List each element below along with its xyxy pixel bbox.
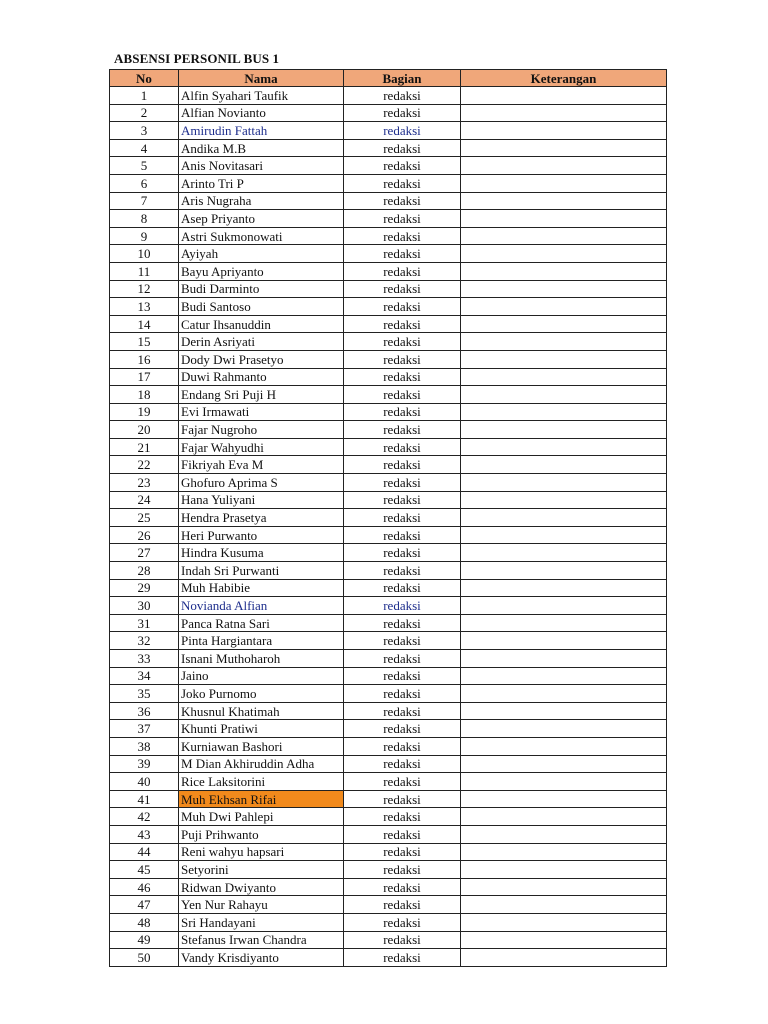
cell-no: 43 xyxy=(110,825,179,843)
cell-no: 9 xyxy=(110,227,179,245)
cell-nama: Khunti Pratiwi xyxy=(179,720,344,738)
cell-keterangan xyxy=(461,579,667,597)
cell-keterangan xyxy=(461,913,667,931)
cell-bagian: redaksi xyxy=(344,861,461,879)
table-row xyxy=(110,685,667,703)
header-keterangan: Keterangan xyxy=(461,70,667,87)
cell-nama: Fajar Wahyudhi xyxy=(179,438,344,456)
cell-bagian: redaksi xyxy=(344,896,461,914)
cell-nama: Endang Sri Puji H xyxy=(179,386,344,404)
cell-nama: Yen Nur Rahayu xyxy=(179,896,344,914)
cell-nama: Panca Ratna Sari xyxy=(179,614,344,632)
cell-bagian: redaksi xyxy=(344,579,461,597)
cell-no: 5 xyxy=(110,157,179,175)
cell-nama: Alfin Syahari Taufik xyxy=(179,87,344,105)
cell-keterangan xyxy=(461,737,667,755)
cell-keterangan xyxy=(461,861,667,879)
table-row xyxy=(110,333,667,351)
table-row xyxy=(110,949,667,967)
cell-bagian: redaksi xyxy=(344,790,461,808)
cell-nama: M Dian Akhiruddin Adha xyxy=(179,755,344,773)
cell-no: 38 xyxy=(110,737,179,755)
cell-bagian: redaksi xyxy=(344,949,461,967)
cell-nama: Muh Habibie xyxy=(179,579,344,597)
cell-nama: Puji Prihwanto xyxy=(179,825,344,843)
cell-bagian: redaksi xyxy=(344,421,461,439)
cell-nama: Catur Ihsanuddin xyxy=(179,315,344,333)
cell-keterangan xyxy=(461,808,667,826)
table-row xyxy=(110,368,667,386)
cell-nama: Stefanus Irwan Chandra xyxy=(179,931,344,949)
cell-keterangan xyxy=(461,386,667,404)
cell-no: 3 xyxy=(110,122,179,140)
cell-keterangan xyxy=(461,438,667,456)
cell-no: 41 xyxy=(110,790,179,808)
table-row xyxy=(110,755,667,773)
cell-no: 48 xyxy=(110,913,179,931)
cell-bagian: redaksi xyxy=(344,262,461,280)
cell-bagian: redaksi xyxy=(344,650,461,668)
cell-no: 23 xyxy=(110,474,179,492)
cell-bagian: redaksi xyxy=(344,210,461,228)
cell-bagian: redaksi xyxy=(344,157,461,175)
table-row xyxy=(110,262,667,280)
cell-keterangan xyxy=(461,720,667,738)
cell-keterangan xyxy=(461,949,667,967)
cell-no: 28 xyxy=(110,562,179,580)
table-header-row xyxy=(110,70,667,87)
table-row xyxy=(110,438,667,456)
cell-keterangan xyxy=(461,122,667,140)
cell-bagian: redaksi xyxy=(344,174,461,192)
cell-bagian: redaksi xyxy=(344,913,461,931)
cell-keterangan xyxy=(461,526,667,544)
cell-no: 31 xyxy=(110,614,179,632)
table-row xyxy=(110,474,667,492)
cell-nama: Fikriyah Eva M xyxy=(179,456,344,474)
cell-nama: Jaino xyxy=(179,667,344,685)
cell-nama: Duwi Rahmanto xyxy=(179,368,344,386)
cell-bagian: redaksi xyxy=(344,720,461,738)
cell-nama: Rice Laksitorini xyxy=(179,773,344,791)
cell-bagian: redaksi xyxy=(344,755,461,773)
cell-no: 8 xyxy=(110,210,179,228)
cell-keterangan xyxy=(461,262,667,280)
cell-keterangan xyxy=(461,368,667,386)
cell-keterangan xyxy=(461,773,667,791)
cell-no: 46 xyxy=(110,878,179,896)
table-row xyxy=(110,122,667,140)
cell-nama: Vandy Krisdiyanto xyxy=(179,949,344,967)
table-row xyxy=(110,298,667,316)
cell-keterangan xyxy=(461,192,667,210)
cell-keterangan xyxy=(461,896,667,914)
cell-keterangan xyxy=(461,825,667,843)
cell-no: 13 xyxy=(110,298,179,316)
cell-bagian: redaksi xyxy=(344,87,461,105)
cell-nama: Budi Santoso xyxy=(179,298,344,316)
table-row xyxy=(110,421,667,439)
cell-nama: Khusnul Khatimah xyxy=(179,702,344,720)
attendance-table xyxy=(109,69,667,967)
cell-bagian: redaksi xyxy=(344,456,461,474)
cell-nama: Dody Dwi Prasetyo xyxy=(179,350,344,368)
cell-nama: Astri Sukmonowati xyxy=(179,227,344,245)
cell-no: 12 xyxy=(110,280,179,298)
cell-bagian: redaksi xyxy=(344,438,461,456)
cell-bagian: redaksi xyxy=(344,614,461,632)
cell-no: 20 xyxy=(110,421,179,439)
table-row xyxy=(110,913,667,931)
cell-nama: Derin Asriyati xyxy=(179,333,344,351)
cell-bagian: redaksi xyxy=(344,227,461,245)
cell-keterangan xyxy=(461,104,667,122)
cell-no: 32 xyxy=(110,632,179,650)
cell-keterangan xyxy=(461,421,667,439)
table-row xyxy=(110,526,667,544)
cell-keterangan xyxy=(461,931,667,949)
cell-bagian: redaksi xyxy=(344,526,461,544)
cell-bagian: redaksi xyxy=(344,122,461,140)
table-row xyxy=(110,456,667,474)
cell-bagian: redaksi xyxy=(344,544,461,562)
cell-keterangan xyxy=(461,562,667,580)
cell-no: 14 xyxy=(110,315,179,333)
table-row xyxy=(110,597,667,615)
cell-bagian: redaksi xyxy=(344,825,461,843)
cell-nama: Isnani Muthoharoh xyxy=(179,650,344,668)
cell-nama: Bayu Apriyanto xyxy=(179,262,344,280)
cell-bagian: redaksi xyxy=(344,491,461,509)
table-row xyxy=(110,104,667,122)
cell-no: 47 xyxy=(110,896,179,914)
cell-keterangan xyxy=(461,491,667,509)
cell-bagian: redaksi xyxy=(344,245,461,263)
cell-keterangan xyxy=(461,790,667,808)
cell-bagian: redaksi xyxy=(344,280,461,298)
cell-bagian: redaksi xyxy=(344,315,461,333)
cell-no: 17 xyxy=(110,368,179,386)
table-row xyxy=(110,579,667,597)
cell-keterangan xyxy=(461,333,667,351)
table-row xyxy=(110,227,667,245)
cell-keterangan xyxy=(461,298,667,316)
cell-keterangan xyxy=(461,597,667,615)
table-row xyxy=(110,667,667,685)
cell-no: 22 xyxy=(110,456,179,474)
cell-bagian: redaksi xyxy=(344,667,461,685)
cell-bagian: redaksi xyxy=(344,192,461,210)
cell-no: 35 xyxy=(110,685,179,703)
cell-keterangan xyxy=(461,632,667,650)
cell-bagian: redaksi xyxy=(344,843,461,861)
table-row xyxy=(110,280,667,298)
table-row xyxy=(110,790,667,808)
cell-nama: Ghofuro Aprima S xyxy=(179,474,344,492)
table-row xyxy=(110,737,667,755)
table-row xyxy=(110,174,667,192)
cell-nama: Arinto Tri P xyxy=(179,174,344,192)
table-row xyxy=(110,632,667,650)
cell-no: 39 xyxy=(110,755,179,773)
cell-no: 33 xyxy=(110,650,179,668)
cell-no: 18 xyxy=(110,386,179,404)
cell-nama: Anis Novitasari xyxy=(179,157,344,175)
cell-no: 29 xyxy=(110,579,179,597)
cell-keterangan xyxy=(461,544,667,562)
header-nama: Nama xyxy=(179,70,344,87)
cell-nama: Hana Yuliyani xyxy=(179,491,344,509)
cell-bagian: redaksi xyxy=(344,773,461,791)
cell-keterangan xyxy=(461,210,667,228)
cell-nama: Muh Ekhsan Rifai xyxy=(179,790,344,808)
table-row xyxy=(110,245,667,263)
table-row xyxy=(110,139,667,157)
cell-bagian: redaksi xyxy=(344,702,461,720)
cell-keterangan xyxy=(461,456,667,474)
cell-nama: Ridwan Dwiyanto xyxy=(179,878,344,896)
cell-nama: Heri Purwanto xyxy=(179,526,344,544)
cell-bagian: redaksi xyxy=(344,808,461,826)
header-bagian: Bagian xyxy=(344,70,461,87)
cell-bagian: redaksi xyxy=(344,333,461,351)
cell-keterangan xyxy=(461,315,667,333)
cell-bagian: redaksi xyxy=(344,368,461,386)
cell-bagian: redaksi xyxy=(344,350,461,368)
cell-no: 4 xyxy=(110,139,179,157)
cell-bagian: redaksi xyxy=(344,386,461,404)
cell-nama: Novianda Alfian xyxy=(179,597,344,615)
table-row xyxy=(110,157,667,175)
table-row xyxy=(110,87,667,105)
cell-no: 21 xyxy=(110,438,179,456)
cell-nama: Hendra Prasetya xyxy=(179,509,344,527)
table-row xyxy=(110,562,667,580)
cell-no: 44 xyxy=(110,843,179,861)
table-row xyxy=(110,808,667,826)
table-row xyxy=(110,861,667,879)
cell-nama: Hindra Kusuma xyxy=(179,544,344,562)
cell-keterangan xyxy=(461,755,667,773)
cell-nama: Sri Handayani xyxy=(179,913,344,931)
cell-bagian: redaksi xyxy=(344,474,461,492)
table-row xyxy=(110,509,667,527)
header-no: No xyxy=(110,70,179,87)
cell-bagian: redaksi xyxy=(344,632,461,650)
cell-no: 37 xyxy=(110,720,179,738)
table-row xyxy=(110,843,667,861)
cell-bagian: redaksi xyxy=(344,139,461,157)
cell-nama: Andika M.B xyxy=(179,139,344,157)
cell-no: 16 xyxy=(110,350,179,368)
cell-keterangan xyxy=(461,403,667,421)
cell-keterangan xyxy=(461,280,667,298)
cell-keterangan xyxy=(461,702,667,720)
cell-keterangan xyxy=(461,87,667,105)
cell-keterangan xyxy=(461,667,667,685)
cell-keterangan xyxy=(461,650,667,668)
cell-nama: Muh Dwi Pahlepi xyxy=(179,808,344,826)
cell-keterangan xyxy=(461,474,667,492)
cell-no: 26 xyxy=(110,526,179,544)
cell-keterangan xyxy=(461,350,667,368)
cell-nama: Budi Darminto xyxy=(179,280,344,298)
cell-no: 10 xyxy=(110,245,179,263)
cell-keterangan xyxy=(461,843,667,861)
cell-no: 6 xyxy=(110,174,179,192)
cell-bagian: redaksi xyxy=(344,403,461,421)
cell-keterangan xyxy=(461,245,667,263)
cell-nama: Ayiyah xyxy=(179,245,344,263)
table-row xyxy=(110,403,667,421)
cell-nama: Aris Nugraha xyxy=(179,192,344,210)
cell-nama: Setyorini xyxy=(179,861,344,879)
cell-no: 50 xyxy=(110,949,179,967)
cell-bagian: redaksi xyxy=(344,878,461,896)
table-row xyxy=(110,702,667,720)
cell-no: 19 xyxy=(110,403,179,421)
cell-no: 45 xyxy=(110,861,179,879)
cell-bagian: redaksi xyxy=(344,509,461,527)
cell-no: 2 xyxy=(110,104,179,122)
cell-bagian: redaksi xyxy=(344,685,461,703)
cell-bagian: redaksi xyxy=(344,737,461,755)
cell-keterangan xyxy=(461,227,667,245)
cell-bagian: redaksi xyxy=(344,298,461,316)
table-row xyxy=(110,773,667,791)
table-row xyxy=(110,544,667,562)
table-row xyxy=(110,825,667,843)
cell-nama: Alfian Novianto xyxy=(179,104,344,122)
cell-no: 15 xyxy=(110,333,179,351)
cell-nama: Evi Irmawati xyxy=(179,403,344,421)
cell-no: 24 xyxy=(110,491,179,509)
table-row xyxy=(110,315,667,333)
table-row xyxy=(110,350,667,368)
cell-keterangan xyxy=(461,509,667,527)
page-title: ABSENSI PERSONIL BUS 1 xyxy=(114,51,280,66)
cell-no: 34 xyxy=(110,667,179,685)
cell-nama: Asep Priyanto xyxy=(179,210,344,228)
cell-no: 27 xyxy=(110,544,179,562)
cell-no: 30 xyxy=(110,597,179,615)
cell-no: 49 xyxy=(110,931,179,949)
cell-no: 36 xyxy=(110,702,179,720)
table-row xyxy=(110,210,667,228)
cell-keterangan xyxy=(461,174,667,192)
table-row xyxy=(110,491,667,509)
cell-nama: Fajar Nugroho xyxy=(179,421,344,439)
table-row xyxy=(110,192,667,210)
cell-nama: Reni wahyu hapsari xyxy=(179,843,344,861)
table-row xyxy=(110,386,667,404)
table-row xyxy=(110,931,667,949)
cell-keterangan xyxy=(461,139,667,157)
cell-no: 40 xyxy=(110,773,179,791)
cell-bagian: redaksi xyxy=(344,597,461,615)
table-row xyxy=(110,650,667,668)
cell-nama: Indah Sri Purwanti xyxy=(179,562,344,580)
table-row xyxy=(110,720,667,738)
cell-no: 1 xyxy=(110,87,179,105)
cell-no: 11 xyxy=(110,262,179,280)
cell-nama: Amirudin Fattah xyxy=(179,122,344,140)
table-row xyxy=(110,896,667,914)
cell-bagian: redaksi xyxy=(344,931,461,949)
cell-no: 25 xyxy=(110,509,179,527)
table-row xyxy=(110,878,667,896)
cell-keterangan xyxy=(461,878,667,896)
cell-bagian: redaksi xyxy=(344,562,461,580)
cell-no: 42 xyxy=(110,808,179,826)
cell-nama: Joko Purnomo xyxy=(179,685,344,703)
cell-keterangan xyxy=(461,157,667,175)
table-body xyxy=(110,87,667,967)
table-row xyxy=(110,614,667,632)
cell-bagian: redaksi xyxy=(344,104,461,122)
cell-keterangan xyxy=(461,685,667,703)
cell-nama: Kurniawan Bashori xyxy=(179,737,344,755)
cell-no: 7 xyxy=(110,192,179,210)
cell-keterangan xyxy=(461,614,667,632)
cell-nama: Pinta Hargiantara xyxy=(179,632,344,650)
